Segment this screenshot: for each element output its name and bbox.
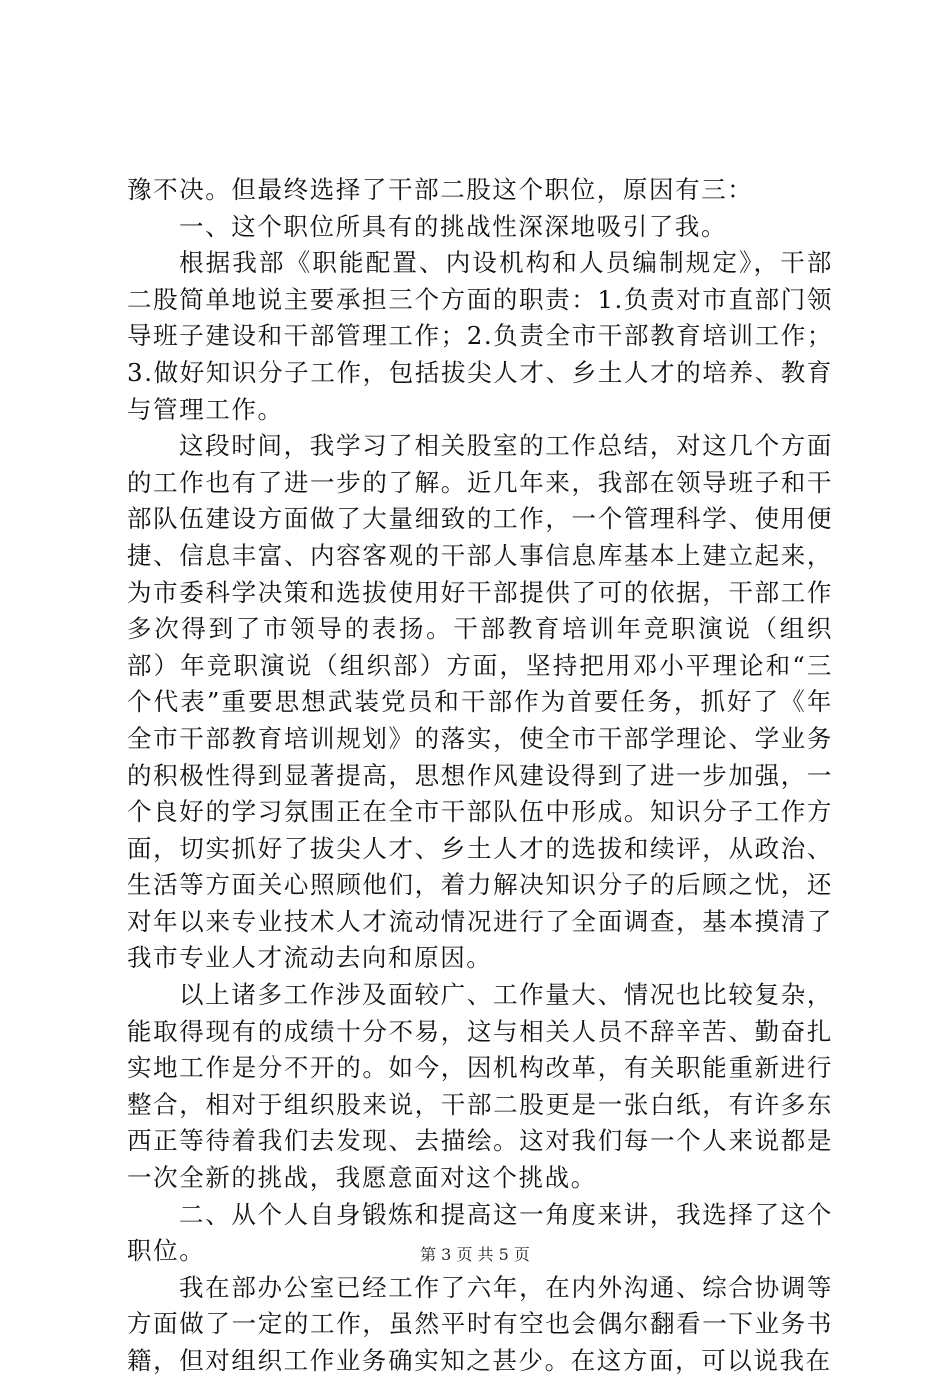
paragraph-work-review: 这段时间，我学习了相关股室的工作总结，对这几个方面的工作也有了进一步的了解。近几年来，我部在领导班子和干部队伍建设方面做了大量细致的工作，一个管理科学、使用便捷、信息丰富、内容客观的干部人事信息库基本上建立起来，为市委科学决策和选拔使用好干部提供了可的依据，干部工作多次得到了市领导的表扬。干部教育培训年竞职演说（组织部）年竞职演说（组织部）方面，坚持把用邓小平理论和“三个代表”重要思想武装党员和干部作为首要任务，抓好了《年全市干部教育培训规划》的落实，使全市干部学理论、学业务的积极性得到显著提高，思想作风建设得到了进一步加强，一个良好的学习氛围正在全市干部队伍中形成。知识分子工作方面，切实抓好了拔尖人才、乡土人才的选拔和续评，从政治、生活等方面关心照顾他们，着力解决知识分子的后顾之忧，还对年以来专业技术人才流动情况进行了全面调查，基本摸清了我市专业人才流动去向和原因。 <box>127 431 833 973</box>
paragraph-responsibilities: 根据我部《职能配置、内设机构和人员编制规定》，干部二股简单地说主要承担三个方面的职责：1.负责对市直部门领导班子建设和干部管理工作；2.负责全市干部教育培训工作；3.做好知识分子工作，包括拔尖人才、乡土人才的培养、教育与管理工作。 <box>127 248 833 424</box>
paragraph-challenge: 以上诸多工作涉及面较广、工作量大、情况也比较复杂，能取得现有的成绩十分不易，这与相关人员不辞辛苦、勤奋扎实地工作是分不开的。如今，因机构改革，有关职能重新进行整合，相对于组织股来说，干部二股更是一张白纸，有许多东西正等待着我们去发现、去描绘。这对我们每一个人来说都是一次全新的挑战，我愿意面对这个挑战。 <box>127 980 833 1193</box>
paragraph-personal-experience: 我在部办公室已经工作了六年，在内外沟通、综合协调等方面做了一定的工作，虽然平时有空也会偶尔翻看一下业务书籍，但对组织工作业务确实知之甚少。在这方面，可以说我在 <box>127 1272 833 1375</box>
paragraph-heading-one: 一、这个职位所具有的挑战性深深地吸引了我。 <box>179 211 728 241</box>
paragraph-continuation: 豫不决。但最终选择了干部二股这个职位，原因有三： <box>127 175 754 204</box>
page-footer: 第 3 页 共 5 页 <box>420 1245 530 1264</box>
document-body <box>127 172 833 1380</box>
paragraph-heading-two: 二、从个人自身锻炼和提高这一角度来讲，我选择了这个职位。 <box>127 1199 833 1266</box>
